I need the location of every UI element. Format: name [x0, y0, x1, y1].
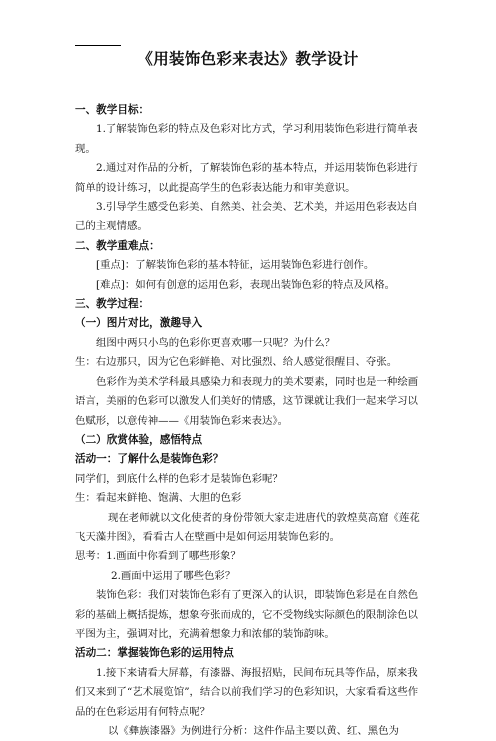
- activity1-heading: 活动一：了解什么是装饰色彩？: [75, 453, 224, 466]
- part1-paragraph: 色彩作为美术学科最具感染力和表现力的美术要素，同时也是一种绘画语言，美丽的色彩可以激发人们美好的情感，这节课就让我们一起来学习以色赋形，以意传神——《用装饰色彩来表达》。: [75, 375, 419, 427]
- definition-paragraph: 装饰色彩：我们对装饰色彩有了更深入的认识，即装饰色彩是在自然色彩的基础上概括提炼，想象夸张而成的，它不受物线实际颜色的限制涂色以平图为主，强调对比，充满着想象力和浓郁的装饰韵味。: [75, 589, 419, 640]
- header-rule: [75, 45, 121, 46]
- activity2-paragraph-2: 以《彝族漆器》为例进行分析：这件作品主要以黄、红、黑色为: [108, 725, 399, 737]
- goal-item-3: 3.引导学生感受色彩美、自然美、社会美、艺术美，并运用色彩表达自己的主观情感。: [75, 201, 418, 233]
- key-points-heading: 二、教学重难点：: [75, 239, 160, 252]
- goal-item-2: 2.通过对作品的分析，了解装饰色彩的基本特点，并运用装饰色彩进行简单的设计练习，以此提高学生的色彩表达能力和审美意识。: [75, 162, 418, 194]
- goals-heading: 一、教学目标：: [75, 104, 150, 116]
- document-body: [75, 101, 425, 741]
- goal-item-1: 1.了解装饰色彩的特点及色彩对比方式，学习利用装饰色彩进行简单表现。: [75, 123, 418, 155]
- difficult-point: [难点]：如何有创意的运用色彩，表现出装饰色彩的特点及风格。: [96, 278, 396, 291]
- activity2-paragraph-1: 1.接下来请看大屏幕，有漆器、海报招贴，民间布玩具等作品，原来我们又来到了“艺术展览馆”，结合以前我们学习的色彩知识，大家看看这些作品的在色彩运用有何特点呢？: [75, 666, 419, 718]
- part1-question: 组图中两只小鸟的色彩你更喜欢哪一只呢？为什么？: [96, 336, 335, 349]
- part1-heading: （一）图片对比，激趣导入: [75, 317, 203, 330]
- activity1-paragraph: 现在老师就以文化使者的身份带领大家走进唐代的敦煌莫高窟《莲花飞天藻井图》，看看古人在壁画中是如何运用装饰色彩的。: [75, 511, 420, 543]
- think-question-2: 2.画面中运用了哪些色彩？: [111, 569, 236, 582]
- think-question-1: 思考：1.画面中你看到了哪些形象？: [75, 550, 241, 563]
- activity1-question: 同学们，到底什么样的色彩才是装饰色彩呢？: [75, 472, 283, 485]
- key-point: [重点]：了解装饰色彩的基本特征，运用装饰色彩进行创作。: [96, 259, 375, 272]
- process-heading: 三、教学过程：: [75, 298, 150, 311]
- activity1-answer: 生：看起来鲜艳、饱满、大胆的色彩: [75, 492, 242, 505]
- activity2-heading: 活动二：掌握装饰色彩的运用特点: [75, 647, 234, 660]
- part1-answer: 生：右边那只，因为它色彩鲜艳、对比强烈、给人感觉很醒目、夺张。: [75, 356, 398, 369]
- document-title: 《用装饰色彩来表达》教学设计: [137, 50, 359, 68]
- part2-heading: （二）欣赏体验，感悟特点: [75, 433, 203, 446]
